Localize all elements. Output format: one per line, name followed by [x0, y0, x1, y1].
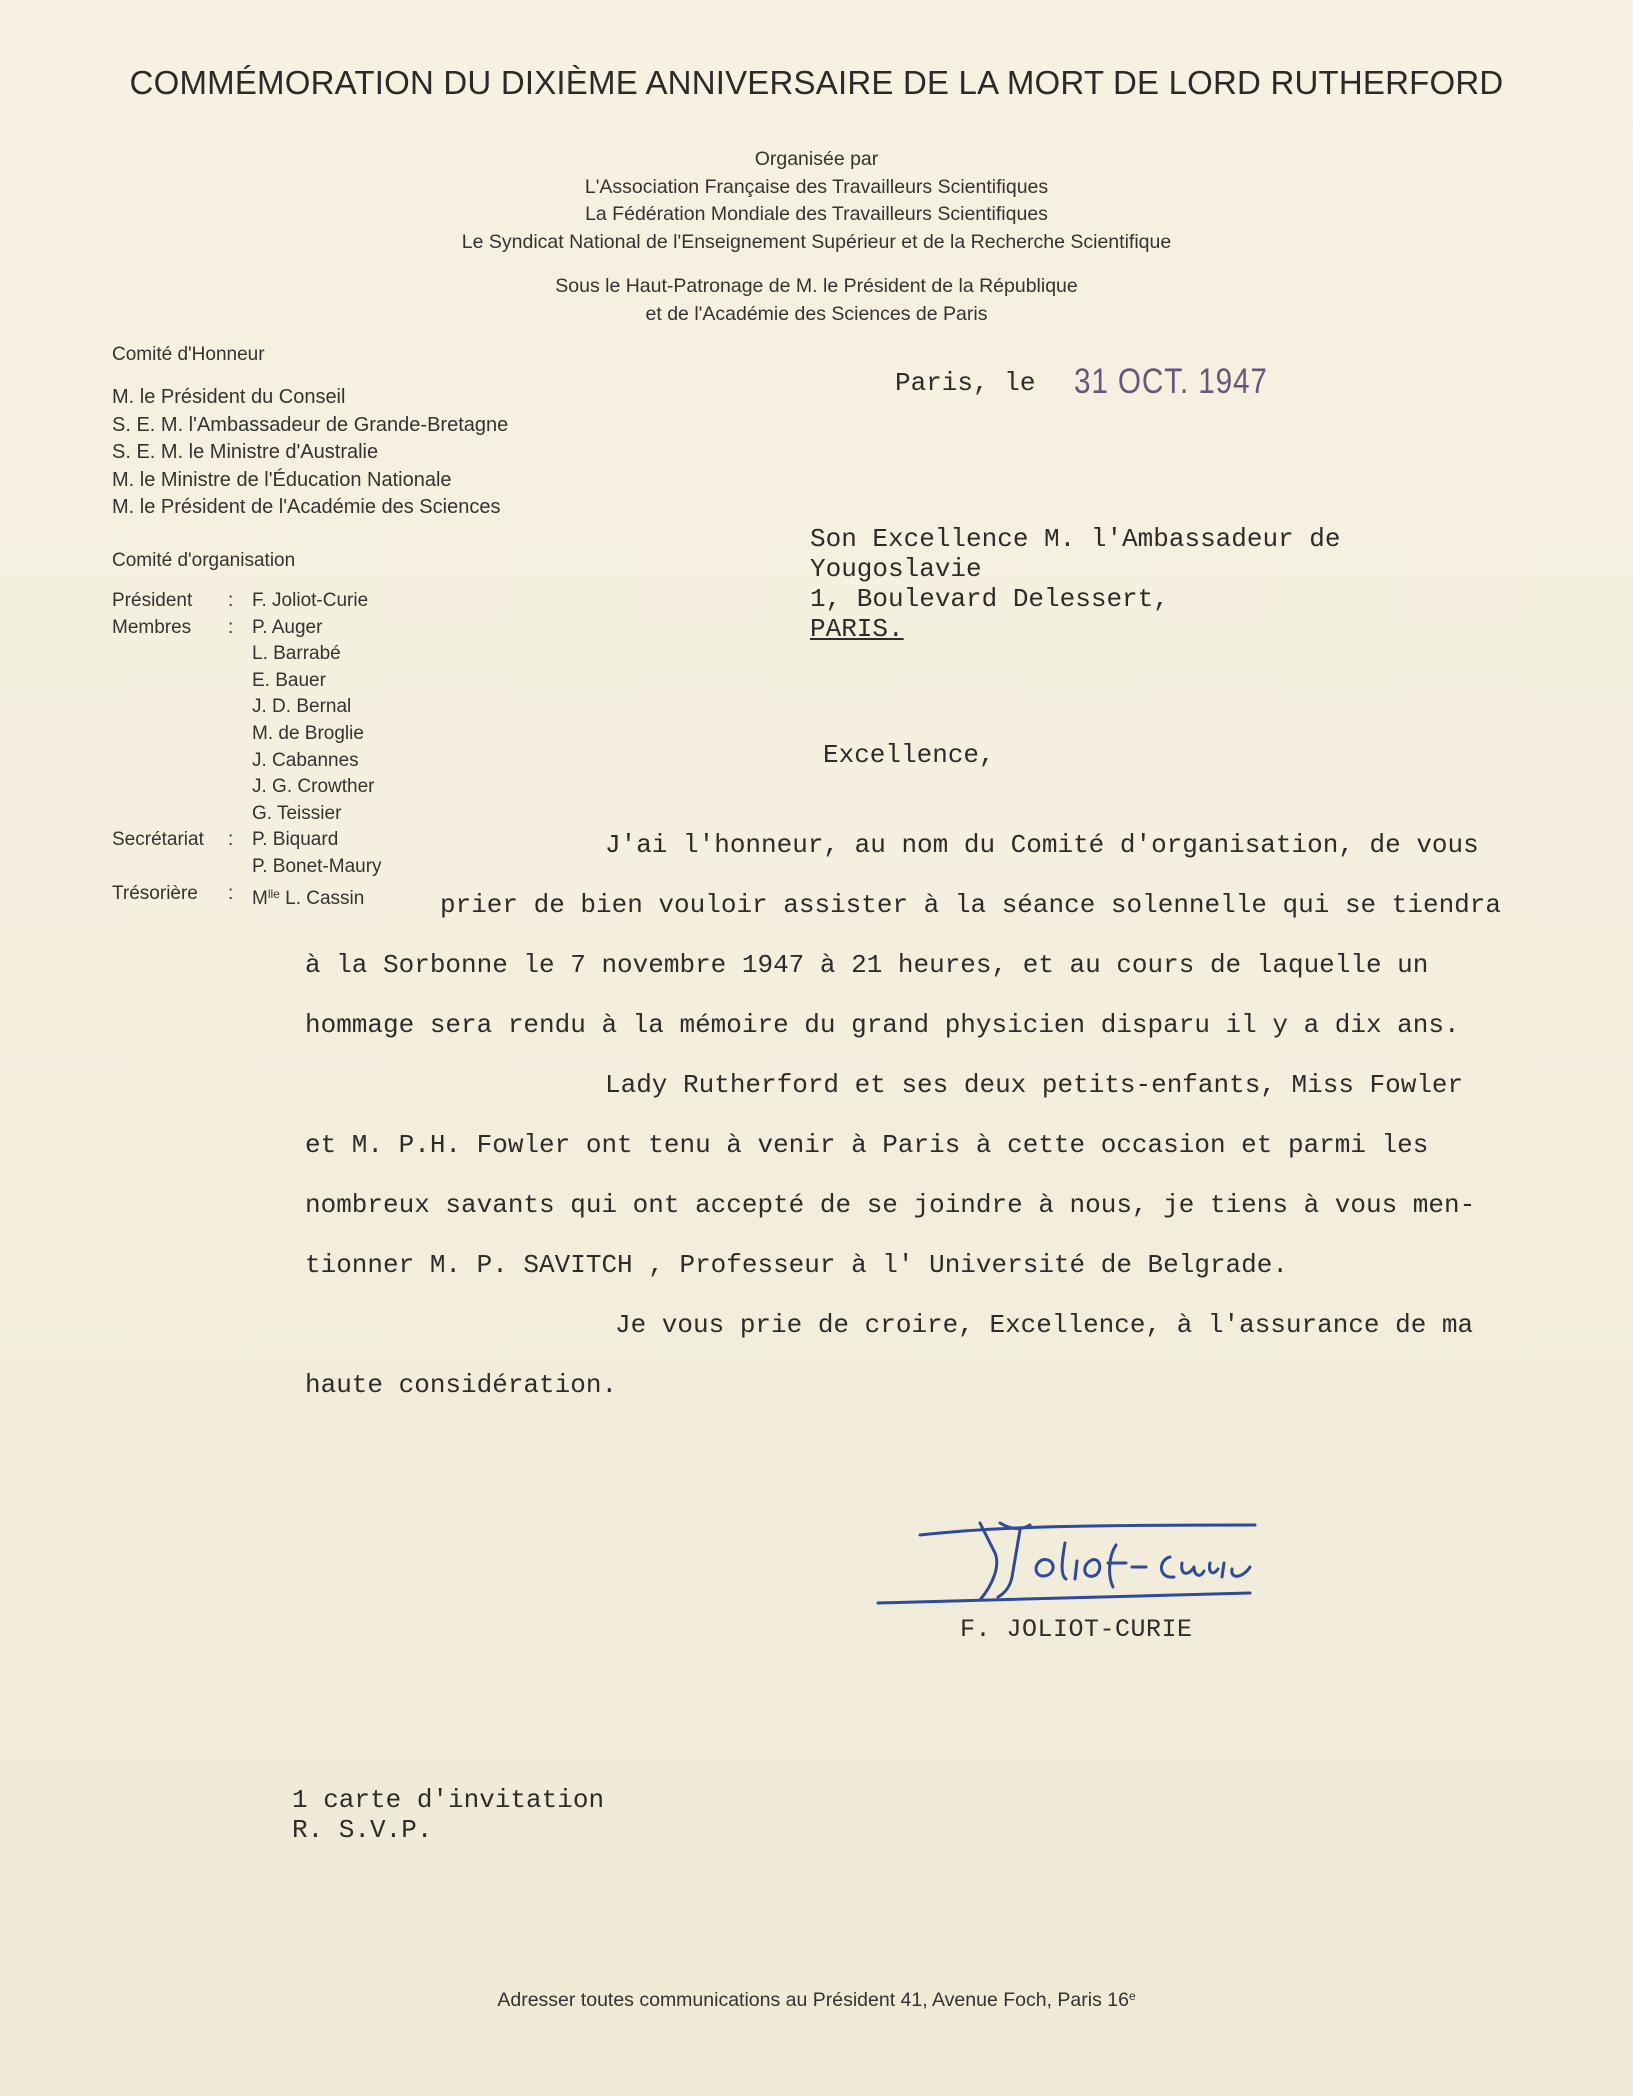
org-colon: : [228, 616, 234, 638]
signature-ink [870, 1505, 1270, 1615]
treasurer-title: M [252, 887, 268, 909]
salutation: Excellence, [823, 740, 995, 770]
comite-honneur-heading: Comité d'Honneur [112, 344, 265, 365]
comite-organisation-heading: Comité d'organisation [112, 550, 296, 571]
enclosure-line-1: 1 carte d'invitation [292, 1785, 605, 1815]
date-label: Paris, le [895, 368, 1036, 398]
organizer-2: La Fédération Mondiale des Travailleurs Scientifiques [585, 203, 1048, 225]
body-line: hommage sera rendu à la mémoire du grand physicien disparu il y a dix ans. [305, 1010, 1460, 1040]
patronage-line-2: et de l'Académie des Sciences de Paris [645, 303, 988, 325]
body-line: et M. P.H. Fowler ont tenu à venir à Paris à cette occasion et parmi les [305, 1130, 1429, 1160]
org-role: Secrétariat [112, 829, 204, 851]
org-role: Trésorière [112, 882, 198, 904]
signatory-name: F. JOLIOT-CURIE [960, 1615, 1193, 1644]
org-role: Président [112, 590, 193, 611]
org-name: P. Biquard [252, 829, 339, 851]
body-line: Lady Rutherford et ses deux petits-enfants, Miss Fowler [605, 1070, 1464, 1100]
body-line: à la Sorbonne le 7 novembre 1947 à 21 heures, et au cours de laquelle un [305, 950, 1429, 980]
org-name: F. Joliot-Curie [252, 590, 369, 611]
org-name: L. Barrabé [252, 643, 341, 665]
recipient-line-2: Yougoslavie [810, 554, 982, 584]
footer-text: Adresser toutes communications au Président 41, Avenue Foch, Paris 16 [497, 1989, 1129, 2011]
recipient-city: PARIS. [810, 614, 904, 644]
date-stamp: 31 OCT. 1947 [1074, 362, 1268, 401]
document-title: COMMÉMORATION DU DIXIÈME ANNIVERSAIRE DE LA MORT DE LORD RUTHERFORD [129, 64, 1504, 101]
patronage-line-1: Sous le Haut-Patronage de M. le Président de la République [555, 275, 1078, 297]
org-name: E. Bauer [252, 669, 326, 691]
org-name: J. Cabannes [252, 749, 359, 771]
handwritten-signature [870, 1505, 1270, 1615]
organizer-3: Le Syndicat National de l'Enseignement Supérieur et de la Recherche Scientifique [461, 230, 1172, 253]
recipient-address [810, 524, 1341, 644]
honneur-member: M. le Président de l'Académie des Sciences [112, 496, 501, 518]
org-name-treasurer [252, 881, 364, 913]
org-name: M. de Broglie [252, 722, 364, 744]
body-line: J'ai l'honneur, au nom du Comité d'organisation, de vous [605, 830, 1479, 860]
org-colon: : [228, 590, 234, 611]
treasurer-title-sup: lle [267, 886, 280, 901]
honneur-member: M. le Président du Conseil [112, 386, 346, 408]
comite-honneur-list [112, 384, 508, 522]
patronage-block [0, 272, 1633, 328]
organizers-block [0, 146, 1633, 256]
honneur-member: S. E. M. le Ministre d'Australie [112, 441, 379, 463]
org-colon: : [228, 882, 234, 904]
footer-address [0, 1989, 1633, 2012]
footer-sup: e [1128, 1989, 1136, 2003]
treasurer-name: L. Cassin [285, 887, 365, 909]
enclosure-line-2: R. S.V.P. [292, 1815, 433, 1845]
honneur-member: S. E. M. l'Ambassadeur de Grande-Bretagne [112, 413, 509, 436]
enclosure-note [292, 1785, 604, 1845]
org-role: Membres [112, 616, 192, 638]
org-name: P. Bonet-Maury [252, 855, 382, 877]
org-name: G. Teissier [252, 802, 342, 824]
organized-by-label: Organisée par [754, 148, 879, 170]
recipient-line-1: Son Excellence M. l'Ambassadeur de [810, 524, 1341, 554]
org-name: P. Auger [252, 616, 323, 638]
honneur-member: M. le Ministre de l'Éducation Nationale [112, 468, 452, 491]
body-line: tionner M. P. SAVITCH , Professeur à l' Université de Belgrade. [305, 1250, 1288, 1280]
recipient-line-3: 1, Boulevard Delessert, [810, 584, 1169, 614]
body-line: Je vous prie de croire, Excellence, à l'assurance de ma [615, 1310, 1474, 1340]
body-line: prier de bien vouloir assister à la séance solennelle qui se tiendra [440, 890, 1501, 920]
body-line: nombreux savants qui ont accepté de se joindre à nous, je tiens à vous men- [305, 1190, 1476, 1220]
org-name: J. D. Bernal [252, 696, 352, 718]
org-colon: : [228, 829, 234, 851]
organizer-1: L'Association Française des Travailleurs Scientifiques [584, 175, 1049, 198]
body-line: haute considération. [305, 1370, 618, 1400]
org-name: J. G. Crowther [252, 776, 375, 798]
